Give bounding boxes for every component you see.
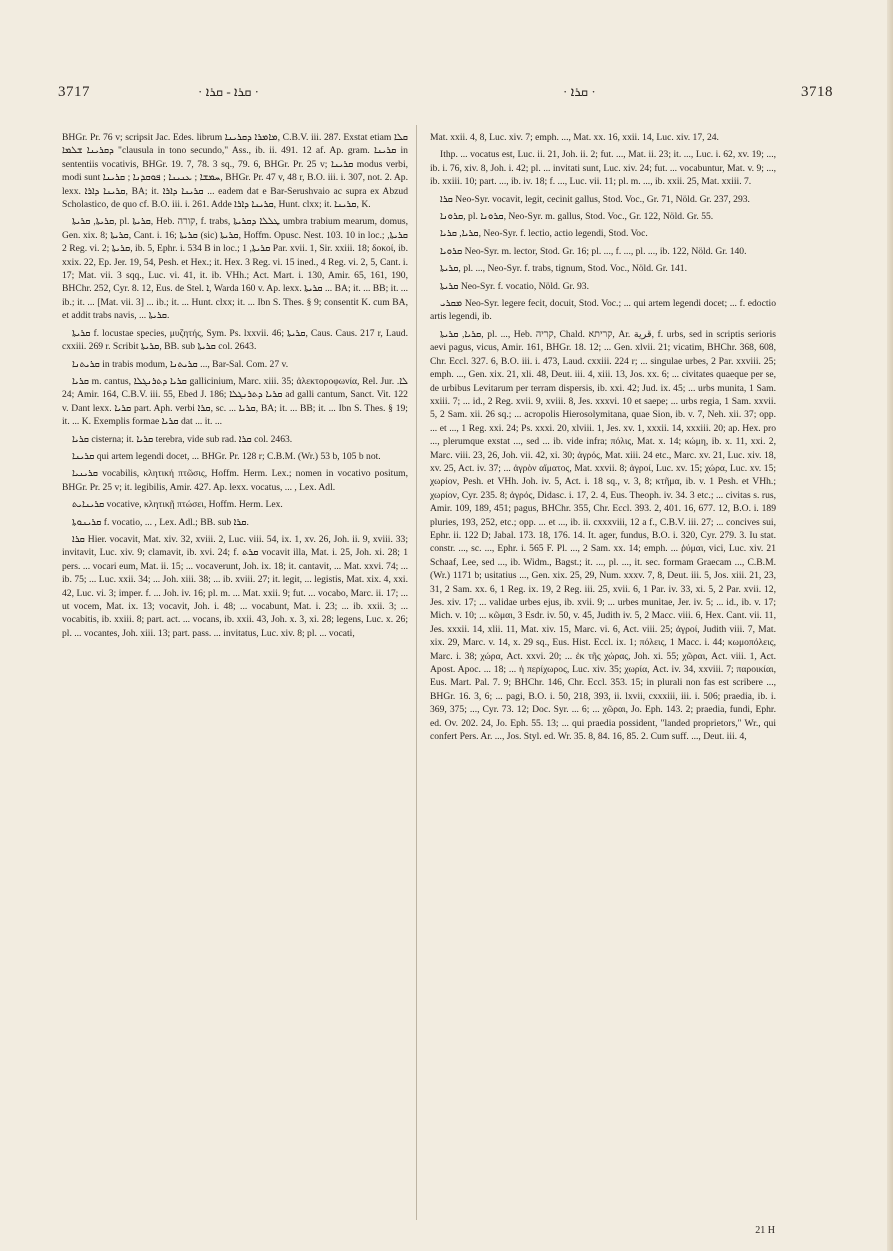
entry-paragraph: ܩܪܝܐ cisterna; it. ܩܪܝܐ terebra, vide sub rad. ܩܪܐ col. 2463.: [72, 433, 293, 445]
entry-paragraph: ܩܪܝܐ, ܩܪܝܬܐ, pl. ..., Heb. קריה, Chald. קריתא, Ar. قرية, f. urbs, sed in scriptis serioris aevi pagus, vicus, Amir. 161, BHGr. 18. 12; ... Gen. xlvii. 21; vicatim, BHChr. 368, 608, Chr. Eccl. 327. 6, B.O. iii. i. 473, Laud. cxxiii. 224 r; ... singulae urbes, 2 Par. xxviii. 25; emph. ..., Gen. xix. 21, xli. 48, Deut. iii. 4, xiii. 13, Jos. xx. 6; ... civitates quaeque per se, de urbibus Levitarum per terram dispersis, ib. xxi. 42; Jud. ix. 45; ... urbs munita, 1 Sam. xxiii. 7; ... id., 2 Reg. xvii. 9, xviii. 8, Jes. xxxvi. 10 et saepe; ... urbs regia, 1 Sam. xxvii. 5, 2 Sam. xii. 26 sq.; ... acropolis Hierosolymitana, quae Sion, ib. v. 7, Neh. xii. 37; opp. ... et ..., 1 Reg. xxi. 24; Ps. xxxi. 20, xlviii. 1, Jes. xv. 1, xxxii. 14, xxxiii. 20; ap. Hex. pro ..., plerumque exstat ..., sed ... ib. vide infra; πόλις, Mat. x. 14; κώμη, ib. x. 11, xxi. 2, Marc. viii. 23, 26, Joh. vii. 42, xi. 30; ἀγρός, Mat. xiii. 24 etc., Marc. xv. 21, Luc. xiv. 18, xv. 25, Act. iv. 37; ... ἀγρὸν αἵματος, Mat. xxvii. 8; ἀγροί, Luc. xv. 15; χώρα, Luc. xv. 15; χωρίον, Pesh. et VHh. Joh. iv. 5, Act. i. 18 sq., v. 3, 8; κτῆμα, ib. v. 1 Pesh. et VHh.; χωρίον, Cyr. 235. 8; ἀγρός, Didasc. i. 17, 2. 4, Eus. Theoph. iv. 34. 3 etc.; ... civitas s. rus, Amir. 109, 189, 451; pagus, BHChr. 355, Chr. Eccl. 393. 2, 401. 16, 677. 12, B.O. i. 189 pluries, 193, 252, etc.; opp. ... et ..., ib. ii. cxxxviii, 12 a f., C.B.V. iii. 27; ... concives sui, Ephr. ii. 122 D; Jabal. 173. 18, 176. 14. It. ager, fundus, B.O. i. 320, Cyr. 279. 3. Iu stat. constr. ..., sc. ..., Ephr. i. 565 F. Pl. ..., 2 Sam. xx. 14; emph. ... ῥύμαι, vici, Luc. xiv. 21 Schaaf, Lee, sed ..., ib. Widm., Bagst.; it. ..., pl. ..., it. sec. formam Graecam ..., C.B.M. (Wr.) 1171 b; usitatius ..., Gen. xix. 25, 29, Num. xxxv. 7, 8, Deut. iii. 5, Jos. xiii. 21, 23, 31, 2 Sam. xx. 6, 1 Reg. ix. 19, 2 Reg. iii. 25, xvii. 6, 1 Par. iv. 33, xi. 5, 2 Par. xvii. 12, Jes. xiv. 17; ... validae urbes ejus, ib. xvii. 9; ... urbes munitae, Jer. iv. 5; ... id., ib. v. 17; Mich. v. 10; ... κῶμαι, 3 Esdr. iv. 50, v. 45, Judith iv. 5, 2 Macc. viii. 6, Hex. Cant. vii. 11, Jes. xxxii. 14, xlii. 11, Mat. xiv. 15, Marc. vi. 6, Act. viii. 25; ἀγροί, Judith viii. 7, Mat. xix. 29, Marc. v. 14, x. 29 sq., Eus. Hist. Eccl. ix. 1; πόλεις, 1 Macc. i. 44; κωμοπόλεις, Marc. i. 38; χώρα, Act. xxvi. 20; ... ἐκ τῆς χώρας, Joh. xi. 55; χῶραι, Act. viii. 1, Act. Apost. Apoc. ... 18; ... ἡ περίχωρος, Luc. xiv. 35; χωρία, Act. iv. 34, xxviii. 7; παροικίαι, Eus. Mart. Pal. 7. 9; BHChr. 146, Chr. Eccl. 353. 15; in plurali non fas est scribere ..., BHGr. 16. 3, 6; ... pagi, B.O. i. 50, 218, 393, ii. lxvii, cxxxiii, iii. i. 506; praedia, ib. i. 369, 375; ..., Cyr. 73. 12; Doc. Syr. ... 6; ... χῶραι, Jo. Eph. 143. 2; praedia, fundi, Ephr. ed. Ov. 202. 24, Jo. Eph. 55. 13; ... qui praedia possident, "landed proprietors," Wr., qui confert Pers. Ar. ..., Jos. Styl. ed. Wr. 35. 8, 84. 16, 85. 2. Cum suff. ..., Deut. iii. 4,: [430, 328, 776, 743]
entry-paragraph: ܩܪܐ Hier. vocavit, Mat. xiv. 32, xviii. 2, Luc. viii. 54, ix. 1, xv. 26, Joh. ii. 9, xviii. 33; invitavit, Luc. xiv. 9; clamavit, ib. xvi. 24; f. ܩܪܬ vocavit illa, Mat. i. 25, Joh. xi. 28; 1 pers. ... vocari eum, Mat. ii. 15; ... vocaverunt, Joh. ix. 18; it. cantavit, ... Mat. xxvi. 74; ... ib. 75; ... Luc. xxii. 34; ... Joh. xiii. 38; ... ib. xviii. 27; it. legit, ... legistis, Mat. xix. 4, xxi. 42, Luc. vi. 3; imper. f. ... Joh. iv. 16; pl. m. ... Mat. xxii. 9; fut. ... vocabo, Marc. ii. 17; ... ut vocem, Mat. ix. 13; vocavit, Joh. i. 48; ... vocabunt, Mat. i. 23; ... ib. xxii. 3; ... vocabitis, ib. xxiii. 8; part. act. ... vocans, ib. xxii. 43, Joh. x. 3, xi. 28; legens, Luc. x. 26; pl. ... vocantes, Joh. xiii. 13; part. pass. ... invitatus, Luc. xiv. 8; pl. ... vocati,: [62, 533, 408, 639]
column-divider: [416, 125, 417, 1220]
entry-paragraph: Ithp. ... vocatus est, Luc. ii. 21, Joh. ii. 2; fut. ..., Mat. ii. 23; it. ..., Luc. i. 62, xv. 19; ..., ib. i. 76, xiv. 8, Joh. i. 42; pl. ... invitati sunt, Luc. xiv. 24; fut. ... vocabuntur, Mat. v. 9; ..., ib. xxiii. 10; part. ..., ib. iv. 18; f. ..., Luc. vii. 11; pl. m. ..., ib. xxii. 25, Mat. xxiii. 7.: [430, 149, 776, 188]
right-running-title: · ܩܪܐ ·: [563, 84, 596, 99]
signature-mark: 21 H: [755, 1225, 775, 1236]
left-running-title: · ܩܪܐ - ܩܪܐ ·: [198, 84, 259, 99]
entry-paragraph: ܩܪܘܝܐ Neo-Syr. m. lector, Stod. Gr. 16; pl. ..., f. ..., pl. ..., ib. 122, Nöld. Gr. 140.: [440, 245, 747, 257]
entry-paragraph: ܩܪܘܢܐ, pl. ܩܪܘܢܐ, Neo-Syr. m. gallus, Stod. Voc., Gr. 122, Nöld. Gr. 55.: [440, 211, 714, 223]
entry-paragraph: ܩܪܝܬܐ, ܩܪܝܬܐ, pl. ܩܪܝܬܐ, Heb. קורה, f. trabs, ܛܠܠܐ ܕܩܪܝܬܐ umbra trabium mearum, domus, Gen. xix. 8; ܩܪܝܬܐ, Cant. i. 16; ܩܪܝܬܐ (sic) ܩܪܝܬܐ, Hoffm. Opusc. Nest. 103. 10 in loc.; ܩܪܝܬܐ, 2 Reg. vi. 2; ܩܪܝܬܐ, ib. 5, Ephr. i. 534 B in loc.; ܩܪܝܬܐ, 1 Par. xvii. 1, Sir. xxiii. 18; δοκοί, ib. xxix. 22, Ep. Jer. 19, 54, Pesh. et Hex.; it. Hex. 3 Reg. vi. 15 ined., 4 Reg. vi. 2, 5, Cant. i. 17; Mat. vii. 3 sqq., Luc. vi. 41, it. ib. VHh.; Act. Mart. i. 130, Amir. 65, 161, 190, BHChr. 252, Cyr. 8. 12, Eus. de Stel. ܐ, Warda 160 v. Ap. lexx. ܩܪܝܬܐ ... BA; it. ... BB; it. ... ib.; it. ... [Mat. vii. 3] ... ib.; it. ... Hunt. clxx; it. ... Ibn S. Thes. § 9; consentit K. cum BA, et addit trabs navis, ... ܩܪܝܬܐ.: [62, 216, 408, 322]
entry-paragraph: ܩܪܝܢܐܝܬ vocative, κλητικῇ πτώσει, Hoffm. Herm. Lex.: [72, 499, 283, 511]
entry-paragraph: BHGr. Pr. 76 v; scripsit Jac. Edes. librum ܡܐܡܪܐ ܕܩܪܝܢܐ, C.B.V. iii. 287. Exstat etiam ܩܠܐ ܕܩܪܝܢܐ ܫܠܡܐ "clausula in tono secundo," Ass., ib. ii. 491. 12 af. Ap. gram. ܩܪܝܢܐ in sententiis vocativis, BHGr. 19. 7, 78. 3 sq., 79. 6, BHGr. Pr. 25 v; ܩܪܝܢܐ modus verbi, modi sunt ܚܡܫܐ ; ܥܢܝܢܐ ; ܦܘܩܕܢܐ ; ܩܪܝܢܐ, BHGr. Pr. 47 v, 48 r, B.O. iii. i. 307, not. 2. Ap. lexx. ܩܪܝܢܐ ܕܐܪܐ, BA; it. ܩܪܝܢܐ ܕܐܪܐ ... eadem dat e Bar-Serushvaio ac supra ex Abzud Scholastico, de quo cf. B.O. iii. i. 261. Adde ܩܪܝܢܐ ܕܐܪܐ, Hunt. clxx; it. ܩܪܝܢܐ, K.: [62, 132, 408, 211]
left-page-number: 3717: [58, 84, 90, 100]
entry-paragraph: ܩܪܝܬܢܐ in trabis modum, ܩܪܝܬܢܐ ..., Bar-Sal. Com. 27 v.: [72, 358, 289, 370]
entry-paragraph: ܡܩܪܝ Neo-Syr. legere fecit, docuit, Stod. Voc.; ... qui artem legendi docet; ... f. edoctio artis legendi, ib.: [430, 298, 776, 323]
entry-paragraph: ܩܪܝܐ, ܩܪܝܐ, Neo-Syr. f. lectio, actio legendi, Stod. Voc.: [440, 228, 648, 240]
left-column: [62, 131, 408, 1219]
right-column: [430, 131, 776, 1219]
entry-paragraph: ܩܪܝܐ m. cantus, ܩܪܝܐ ܕܬܪܢܓܠܐ gallicinium, Marc. xiii. 35; ἀλεκτοροφωνία, Rel. Jur. ܠܐ. 24; Amir. 164, C.B.V. iii. 55, Ebed J. 186; ܩܪܝܐ ܕܬܪܢܓܠܐ ad galli cantum, Sanct. Vit. 122 v. Dant lexx. ܩܪܝܐ part. Aph. verbi ܩܪܐ, sc. ... ܩܪܝܐ, BA; it. ... BB; it. ... Ibn S. Thes. § 19; it. ... K. Exemplis formae ܩܪܝܐ dat ... it. ...: [62, 375, 408, 428]
right-page-number: 3718: [801, 84, 833, 100]
entry-paragraph: ܩܪܝܬܐ f. locustae species, μυζητής, Sym. Ps. lxxvii. 46; ܩܪܝܬܐ, Caus. Caus. 217 r, Laud. cxxiii. 269 r. Scribit ܩܪܝܬܐ, BB. sub ܩܪܝܬܐ col. 2643.: [62, 327, 408, 353]
entry-paragraph: ܩܪܝܢܘܬܐ f. vocatio, ... , Lex. Adl.; BB. sub ܩܪܐ.: [72, 516, 249, 528]
entry-paragraph: ܩܪܝܢܐ qui artem legendi docet, ... BHGr. Pr. 128 r; C.B.M. (Wr.) 53 b, 105 b not.: [72, 450, 381, 462]
entry-paragraph: ܩܪܝܬܐ Neo-Syr. f. vocatio, Nöld. Gr. 93.: [440, 280, 589, 292]
running-header: [0, 0, 893, 100]
entry-paragraph: ܩܪܐ Neo-Syr. vocavit, legit, cecinit gallus, Stod. Voc., Gr. 71, Nöld. Gr. 237, 293.: [440, 193, 750, 205]
entry-paragraph: ܩܪܝܬܐ, pl. ..., Neo-Syr. f. trabs, tignum, Stod. Voc., Nöld. Gr. 141.: [440, 263, 687, 275]
entry-paragraph: ܩܪܝܢܝܐ vocabilis, κλητική πτῶσις, Hoffm. Herm. Lex.; nomen in vocativo positum, BHGr. Pr. 25 v; it. legibilis, Amir. 427. Ap. lexx. vocatus, ... , Lex. Adl.: [62, 468, 408, 493]
entry-paragraph: Mat. xxii. 4, 8, Luc. xiv. 7; emph. ..., Mat. xx. 16, xxii. 14, Luc. xiv. 17, 24.: [430, 132, 719, 143]
page-edge: [887, 0, 893, 1251]
